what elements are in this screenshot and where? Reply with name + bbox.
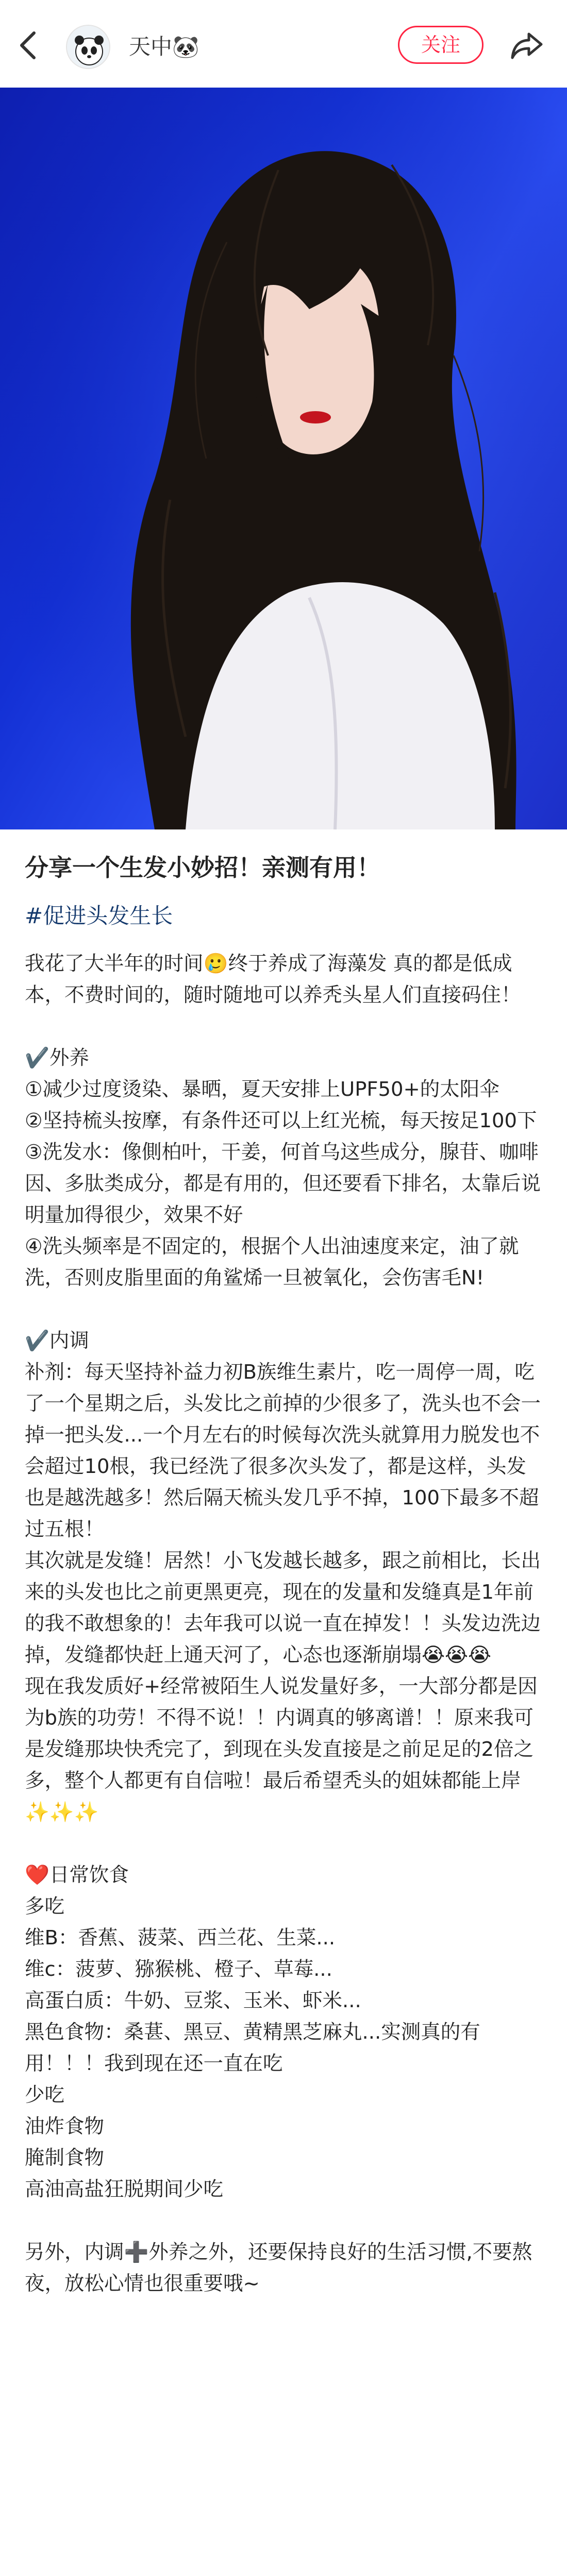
post-topic-tag[interactable]: #促进头发生长: [25, 903, 173, 928]
body-paragraph: 黑色食物：桑葚、黑豆、黄精黑芝麻丸...实测真的有用！！！我到现在还一直在吃: [25, 2021, 480, 2075]
body-paragraph: 其次就是发缝！居然！小飞发越长越多，跟之前相比，长出来的头发也比之前更黑更亮，现在的发量和发缝真是1年前的我不敢想象的！去年我可以说一直在掉发！！头发边洗边掉，发缝都快赶上通天河了，心态也逐渐崩塌😭😭😭: [25, 1549, 541, 1667]
share-icon[interactable]: [510, 31, 543, 60]
body-paragraph: 油炸食物: [25, 2115, 105, 2138]
author-name[interactable]: 天中🐼: [129, 34, 199, 59]
follow-button[interactable]: 关注: [398, 26, 483, 64]
body-paragraph: 多吃: [25, 1895, 65, 1918]
body-paragraph: ①减少过度烫染、暴晒，夏天安排上UPF50+的太阳伞: [25, 1078, 499, 1101]
body-paragraph: 维c：菠萝、猕猴桃、橙子、草莓...: [25, 1958, 332, 1981]
author-avatar[interactable]: [66, 25, 110, 69]
body-paragraph: ②坚持梳头按摩，有条件还可以上红光梳，每天按足100下: [25, 1109, 537, 1132]
body-spacer: [25, 1294, 545, 1325]
body-spacer: [25, 1011, 545, 1042]
top-nav-bar: [0, 0, 567, 88]
back-icon[interactable]: [15, 30, 42, 61]
portrait-illustration: [0, 88, 567, 829]
body-paragraph: 另外，内调➕外养之外，还要保持良好的生活习惯,不要熬夜，放松心情也很重要哦~: [25, 2241, 532, 2295]
body-paragraph: 补剂：每天坚持补益力初B族维生素片，吃一周停一周，吃了一个星期之后，头发比之前掉的少很多了，洗头也不会一掉一把头发...一个月左右的时候每次洗头就算用力脱发也不会超过10根，我已经洗了很多次头发了，都是这样，头发也是越洗越多！然后隔天梳头发几乎不掉，100下最多不超过五根！: [25, 1361, 541, 1541]
section-heading-diet: ❤️日常饮食: [25, 1863, 129, 1887]
body-paragraph: 高蛋白质：牛奶、豆浆、玉米、虾米...: [25, 1989, 361, 2012]
body-paragraph: 少吃: [25, 2083, 65, 2107]
body-spacer: [25, 1828, 545, 1859]
section-heading-internal: ✔️内调: [25, 1329, 89, 1352]
body-paragraph: ③洗发水：像側柏叶，干姜，何首乌这些成分，腺苷、咖啡因、多肽类成分，都是有用的，但还要看下排名，太靠后说明量加得很少，效果不好: [25, 1141, 541, 1227]
section-heading-external: ✔️外养: [25, 1046, 89, 1070]
body-spacer: [25, 2205, 545, 2236]
post-title: 分享一个生发小妙招！亲测有用！: [25, 854, 380, 882]
body-paragraph: 现在我发质好+经常被陌生人说发量好多，一大部分都是因为b族的功劳！不得不说！！内调真的够离谱！！原来我可是发缝那块快秃完了，到现在头发直接是之前足足的2倍之多，整个人都更有自信啦！最后希望秃头的姐妹都能上岸✨✨✨: [25, 1675, 538, 1824]
body-paragraph: ④洗头频率是不固定的，根据个人出油速度来定，油了就洗，否则皮脂里面的角鲨烯一旦被氧化，会伤害毛N!: [25, 1235, 519, 1290]
body-paragraph: 维B：香蕉、菠菜、西兰花、生菜...: [25, 1926, 336, 1950]
post-photo[interactable]: [0, 88, 567, 829]
body-paragraph: 我花了大半年的时间🥲终于养成了海藻发 真的都是低成本，不费时间的，随时随地可以养秃头星人们直接码住！: [25, 952, 521, 1007]
post-body: [25, 948, 545, 2299]
body-paragraph: 腌制食物: [25, 2146, 105, 2170]
body-paragraph: 高油高盐狂脱期间少吃: [25, 2178, 224, 2201]
